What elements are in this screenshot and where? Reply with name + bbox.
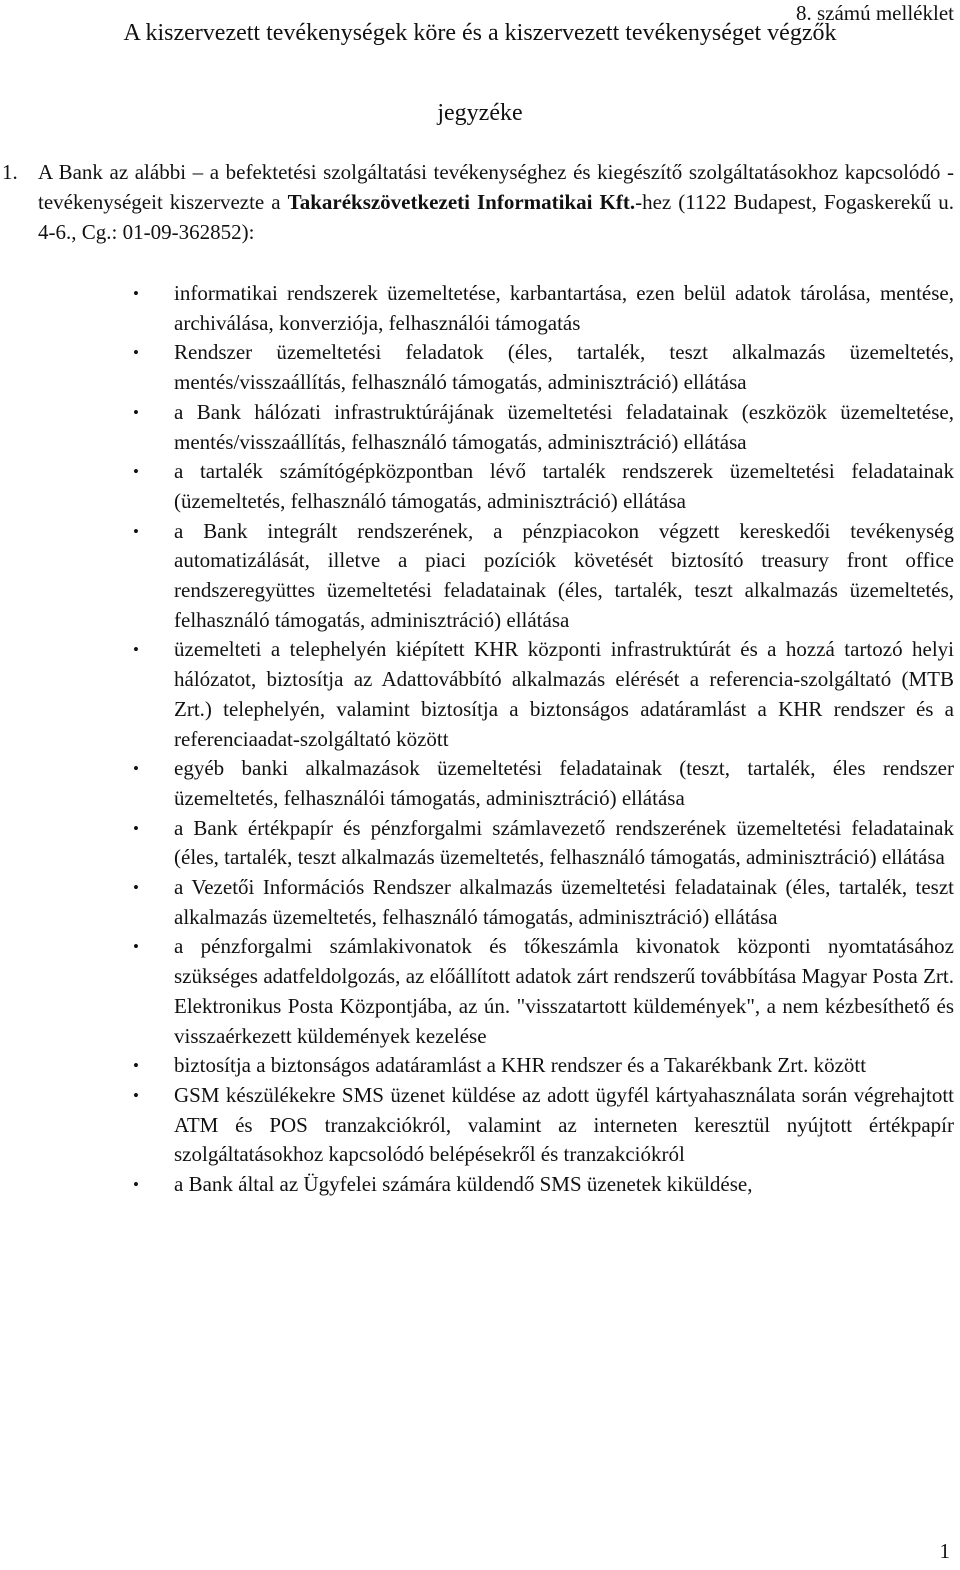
list-item-text: a Bank integrált rendszerének, a pénzpiacokon végzett kereskedői tevékenység automatizálását, illetve a piaci pozíciók követését biztosító treasury front office rendszeregyüttes üzemeltetési feladatainak (éles, tartalék, teszt alkalmazás üzemeltetés, felhasználó támogatás, adminisztráció) ellátása <box>174 518 954 632</box>
bullet-icon: • <box>133 462 139 482</box>
bullet-icon: • <box>133 759 139 779</box>
document-title-continued: jegyzéke <box>437 100 523 126</box>
list-item <box>133 1051 954 1081</box>
list-item-text: a Bank által az Ügyfelei számára küldendő SMS üzenetek kiküldése, <box>174 1172 753 1197</box>
intro-text-before: A Bank az alábbi – a befektetési szolgáltatási tevékenységhez és kiegészítő szolgáltatásokhoz kapcsolódó - tevékenységeit kiszervezte a <box>38 160 954 214</box>
list-item <box>133 635 954 754</box>
bullet-icon: • <box>133 1085 139 1105</box>
list-item <box>133 517 954 636</box>
list-item <box>133 754 954 813</box>
intro-text-after: -hez (1122 Budapest, Fogaskerekű u. 4-6., Cg.: 01-09-362852): <box>38 190 954 244</box>
list-item <box>133 1081 954 1170</box>
bullet-icon: • <box>133 1056 139 1076</box>
intro-paragraph <box>2 157 954 247</box>
list-item <box>133 279 954 338</box>
list-item <box>133 814 954 873</box>
list-item <box>133 457 954 516</box>
list-item <box>133 873 954 932</box>
bullet-icon: • <box>133 343 139 363</box>
bullet-icon: • <box>133 878 139 898</box>
list-item <box>133 932 954 1051</box>
document-title: A kiszervezett tevékenységek köre és a kiszervezett tevékenységet végzők <box>123 20 837 46</box>
list-item-text: informatikai rendszerek üzemeltetése, karbantartása, ezen belül adatok tárolása, mentése, archiválása, konverziója, felhasználói támogatás <box>174 281 954 335</box>
list-item-text: biztosítja a biztonságos adatáramlást a KHR rendszer és a Takarékbank Zrt. között <box>174 1053 867 1078</box>
list-item-text: a Bank értékpapír és pénzforgalmi számlavezető rendszerének üzemeltetési feladatainak (éles, tartalék, teszt alkalmazás üzemeltetés, felhasználó támogatás, adminisztráció) ellátása <box>174 815 954 870</box>
list-item-text: üzemelteti a telephelyén kiépített KHR központi infrastruktúrát és a hozzá tartozó helyi hálózatot, biztosítja az Adattovábbító alkalmazás elérését a referencia-szolgáltató (MTB Zrt.) telephelyén, valamint biztosítja a biztonságos adatáramlást a KHR rendszer és a referenciaadat-szolgáltató között <box>174 637 954 751</box>
bullet-icon: • <box>133 937 139 957</box>
bullet-icon: • <box>133 284 139 303</box>
annex-label: 8. számú melléklet <box>795 1 954 25</box>
section-number: 1. <box>2 160 18 184</box>
list-item <box>133 338 954 397</box>
list-item-text: a pénzforgalmi számlakivonatok és tőkeszámla kivonatok központi nyomtatásához szükséges adatfeldolgozás, az előállított adatok zárt rendszerű továbbítása Magyar Posta Zrt. Elektronikus Posta Központjába, az ún. "visszatartott küldemények", a nem kézbesíthető és visszaérkezett küldemények kezelése <box>174 934 954 1048</box>
company-name: Takarékszövetkezeti Informatikai Kft. <box>287 190 636 214</box>
list-item-text: a tartalék számítógépközpontban lévő tartalék rendszerek üzemeltetési feladatainak (üzemeltetés, felhasználó támogatás, adminisztráció) ellátása <box>174 459 954 513</box>
bullet-icon: • <box>133 521 139 541</box>
bullet-icon: • <box>133 818 139 838</box>
bullet-icon: • <box>133 402 139 422</box>
list-item-text: Rendszer üzemeltetési feladatok (éles, tartalék, teszt alkalmazás üzemeltetés, mentés/visszaállítás, felhasználó támogatás, adminisztráció) ellátása <box>174 340 954 395</box>
list-item-text: egyéb banki alkalmazások üzemeltetési feladatainak (teszt, tartalék, éles rendszer üzemeltetés, felhasználói támogatás, adminisztráció) ellátása <box>174 756 954 810</box>
list-item <box>133 398 954 457</box>
list-item-text: GSM készülékekre SMS üzenet küldése az adott ügyfél kártyahasználata során végrehajtott ATM és POS tranzakciókról, valamint az interneten keresztül nyújtott értékpapír szolgáltatásokhoz kapcsolódó belépésekről és tranzakciókról <box>174 1082 954 1167</box>
bullet-icon: • <box>133 1175 139 1195</box>
bullet-icon: • <box>133 640 139 660</box>
list-item-text: a Bank hálózati infrastruktúrájának üzemeltetési feladatainak (eszközök üzemeltetése, mentés/visszaállítás, felhasználó támogatás, adminisztráció) ellátása <box>174 399 954 454</box>
list-item-text: a Vezetői Információs Rendszer alkalmazás üzemeltetési feladatainak (éles, tartalék, teszt alkalmazás üzemeltetés, felhasználó támogatás, adminisztráció) ellátása <box>174 875 954 929</box>
page-number: 1 <box>939 1539 950 1563</box>
list-item <box>133 1170 954 1200</box>
activity-list <box>133 279 954 1200</box>
